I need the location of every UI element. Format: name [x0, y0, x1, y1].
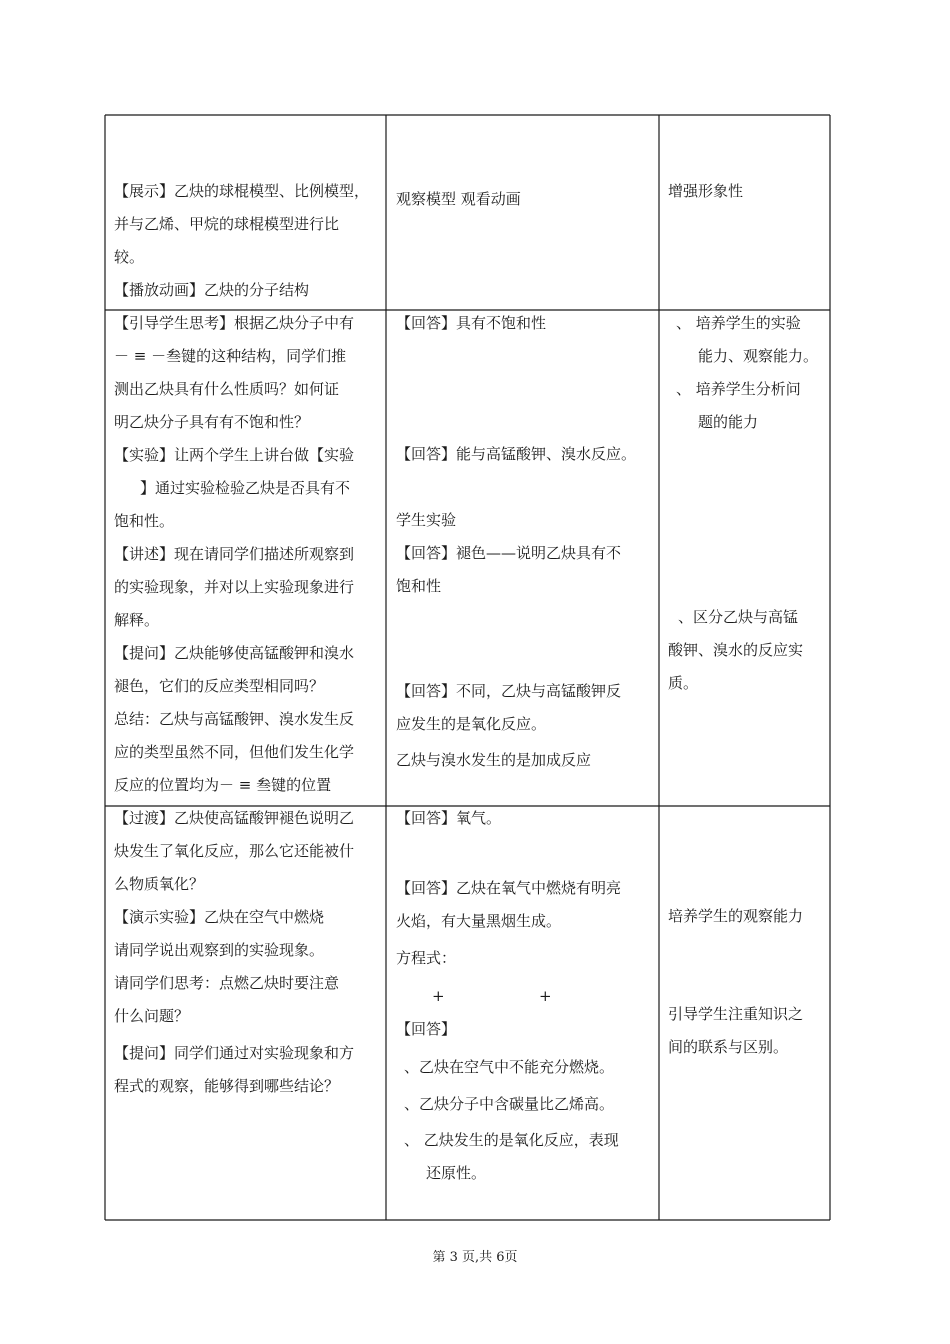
text-line: 应的类型虽然不同，但他们发生化学 — [114, 743, 355, 761]
text-line: 饱和性 — [396, 577, 442, 595]
text-line: 培养学生的观察能力 — [668, 907, 804, 925]
text-line: 增强形象性 — [668, 182, 744, 200]
text-line: 【播放动画】乙炔的分子结构 — [114, 281, 310, 299]
text-line: 请同学们思考：点燃乙炔时要注意 — [114, 974, 340, 992]
text-line: 观察模型 观看动画 — [396, 190, 521, 208]
text-line: 总结：乙炔与高锰酸钾、溴水发生反 — [114, 710, 355, 728]
text-line: 【过渡】乙炔使高锰酸钾褪色说明乙 — [114, 809, 355, 827]
text-line: 么物质氧化？ — [114, 875, 205, 893]
text-line: 【提问】同学们通过对实验现象和方 — [114, 1044, 355, 1062]
text-line: 乙炔与溴水发生的是加成反应 — [396, 751, 592, 769]
text-line: 明乙炔分子具有有不饱和性？ — [114, 413, 310, 431]
text-line: 程式的观察，能够得到哪些结论？ — [114, 1077, 340, 1095]
row1-teacher-activity — [114, 175, 382, 307]
text-line: 【回答】不同，乙炔与高锰酸钾反 — [396, 682, 622, 700]
text-line: 【回答】能与高锰酸钾、溴水反应。 — [396, 445, 637, 463]
text-line: 饱和性。 — [114, 512, 175, 530]
page-footer: 第 3 页,共 6页 — [432, 1250, 518, 1265]
text-line: 【演示实验】乙炔在空气中燃烧 — [114, 908, 325, 926]
text-line: 【回答】具有不饱和性 — [396, 314, 547, 332]
text-line: 、乙炔在空气中不能充分燃烧。 — [404, 1058, 615, 1076]
text-line: 还原性。 — [426, 1164, 487, 1182]
row3-teacher-activity — [114, 802, 382, 1103]
text-line: 【回答】 — [396, 1020, 457, 1038]
row1-design-intent — [668, 175, 826, 208]
text-line: 请同学说出观察到的实验现象。 — [114, 941, 325, 959]
text-line: 】通过实验检验乙炔是否具有不 — [140, 479, 351, 497]
text-line: 应发生的是氧化反应。 — [396, 715, 547, 733]
text-line: 、 乙炔发生的是氧化反应，表现 — [404, 1131, 619, 1149]
text-line: 、区分乙炔与高锰 — [678, 608, 799, 626]
text-line: 方程式： — [396, 949, 457, 967]
text-line: 【提问】乙炔能够使高锰酸钾和溴水 — [114, 644, 355, 662]
text-line: 题的能力 — [698, 413, 759, 431]
text-line: 炔发生了氧化反应，那么它还能被什 — [114, 842, 355, 860]
text-line: 测出乙炔具有什么性质吗？如何证 — [114, 380, 340, 398]
text-line: 什么问题？ — [114, 1007, 190, 1025]
text-line: 【展示】乙炔的球棍模型、比例模型， — [114, 182, 370, 200]
text-line: 能力、观察能力。 — [698, 347, 819, 365]
row1-student-activity — [396, 183, 654, 216]
text-line: 【引导学生思考】根据乙炔分子中有 — [114, 314, 355, 332]
text-line: 【回答】褪色——说明乙炔具有不 — [396, 544, 622, 562]
text-line: 火焰，有大量黑烟生成。 — [396, 912, 562, 930]
text-line: 【讲述】现在请同学们描述所观察到 — [114, 545, 355, 563]
text-line: 【回答】氧气。 — [396, 809, 502, 827]
text-line: 并与乙烯、甲烷的球棍模型进行比 — [114, 215, 340, 233]
text-line: 、乙炔分子中含碳量比乙烯高。 — [404, 1095, 615, 1113]
text-line: 褪色，它们的反应类型相同吗？ — [114, 677, 325, 695]
text-line: 解释。 — [114, 611, 160, 629]
text-line: 的实验现象，并对以上实验现象进行 — [114, 578, 355, 596]
text-line: 【回答】乙炔在氧气中燃烧有明亮 — [396, 879, 622, 897]
text-line: － ≡ －叁键的这种结构，同学们推 — [114, 347, 347, 365]
text-line: 引导学生注重知识之 — [668, 1005, 804, 1023]
text-line: 较。 — [114, 248, 145, 266]
plus-sign: + — [539, 987, 552, 1005]
text-line: 、 培养学生的实验 — [676, 314, 801, 332]
text-line: 【实验】让两个学生上讲台做【实验 — [114, 446, 355, 464]
row2-teacher-activity — [114, 307, 382, 802]
text-line: 间的联系与区别。 — [668, 1038, 789, 1056]
text-line: 、 培养学生分析问 — [676, 380, 801, 398]
text-line: 质。 — [668, 674, 699, 692]
text-line: 反应的位置均为－ ≡ 叁键的位置 — [114, 776, 332, 794]
text-line: 学生实验 — [396, 511, 457, 529]
text-line: 酸钾、溴水的反应实 — [668, 641, 804, 659]
plus-sign: + — [432, 987, 445, 1005]
